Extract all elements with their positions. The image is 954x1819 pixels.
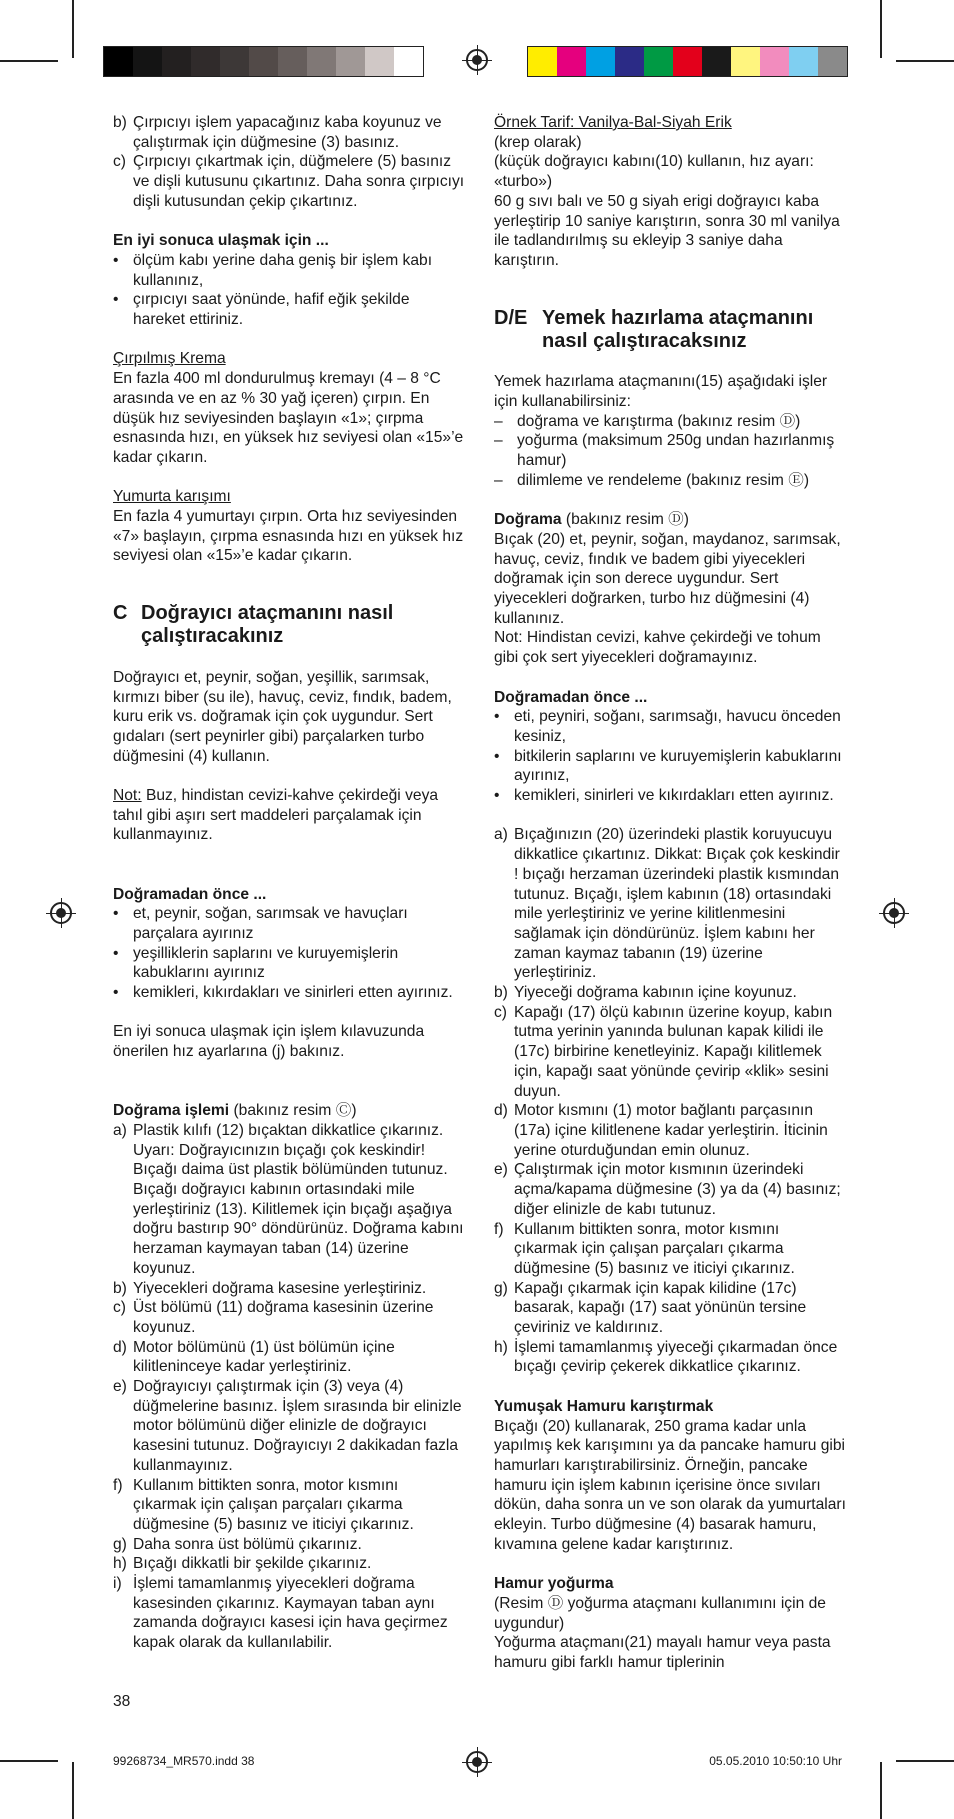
list-item-text: yoğurma (maksimum 250g undan hazırlanmış hamur) bbox=[517, 432, 835, 470]
recipe-text: 60 g sıvı balı ve 50 g siyah erigi doğrayıcı kaba yerleştirip 10 saniye karıştırın, sonra 30 ml vanilya ile tadlandırılmış su ekleyip 3 saniye daha karıştırın. bbox=[494, 192, 840, 269]
list-item bbox=[113, 1554, 465, 1574]
right-column bbox=[494, 113, 846, 1673]
color-swatch bbox=[191, 47, 220, 76]
list-item-text: Daha sonra üst bölümü çıkarınız. bbox=[133, 1535, 362, 1553]
crop-mark bbox=[72, 1762, 74, 1819]
list-marker: f) bbox=[113, 1476, 123, 1494]
list-item-text: Motor bölümünü (1) üst bölümün içine kilitleninceye kadar yerleştiriniz. bbox=[133, 1338, 395, 1376]
list-marker: c) bbox=[113, 153, 126, 171]
chopping-heading-line bbox=[494, 510, 846, 530]
registration-mark-icon bbox=[50, 902, 72, 924]
crop-mark bbox=[896, 60, 954, 62]
color-swatch bbox=[644, 47, 673, 76]
list-item-text: et, peynir, soğan, sarımsak ve havuçları parçalara ayırınız bbox=[133, 905, 408, 942]
section-de-intro: Yemek hazırlama ataçmanını(15) aşağıdaki işler için kullanabilirsiniz: bbox=[494, 373, 828, 411]
chopping-note: Not: Hindistan cevizi, kahve çekirdeği ve tohum gibi çok sert yiyecekleri doğramayınız. bbox=[494, 629, 821, 667]
section-c-note bbox=[113, 786, 465, 845]
list-marker: d) bbox=[113, 1338, 127, 1356]
list-item-text: Kapağı çıkarmak için kapak kilidine (17c) basarak, kapağı (17) saat yönünün tersine çeviriniz ve kaldırınız. bbox=[514, 1279, 807, 1337]
list-item bbox=[113, 251, 465, 290]
color-swatch bbox=[220, 47, 249, 76]
list-marker: b) bbox=[113, 1279, 127, 1297]
list-item bbox=[113, 1298, 465, 1337]
list-marker: • bbox=[113, 984, 119, 1002]
kneading-heading: Hamur yoğurma bbox=[494, 1575, 614, 1593]
list-item bbox=[113, 1535, 465, 1555]
list-marker: f) bbox=[494, 1220, 504, 1238]
list-marker: • bbox=[494, 708, 500, 726]
crop-mark bbox=[880, 0, 882, 58]
process-heading-line bbox=[113, 1101, 465, 1121]
section-c-intro: Doğrayıcı et, peynir, soğan, yeşillik, sarımsak, kırmızı biber (su ile), havuç, ceviz, fındık, badem, kuru erik vs. doğramak için çok uygundur. Sert gıdaları (sert peynirler gibi) parçalarken turbo düğmesini (4) kullanın. bbox=[113, 668, 452, 765]
registration-mark-icon bbox=[466, 1751, 488, 1773]
list-item-text: Yiyecekleri doğrama kasesine yerleştiriniz. bbox=[133, 1279, 427, 1297]
list-item bbox=[494, 786, 846, 806]
list-marker: e) bbox=[494, 1161, 508, 1179]
list-marker: g) bbox=[113, 1535, 127, 1553]
list-item bbox=[494, 1220, 846, 1279]
list-item-text: çırpıcıyı saat yönünde, hafif eğik şekilde hareket ettiriniz. bbox=[133, 291, 410, 329]
color-swatch bbox=[104, 47, 133, 76]
color-swatch bbox=[336, 47, 365, 76]
process-color-bar bbox=[527, 46, 848, 77]
cream-heading: Çırpılmış Krema bbox=[113, 350, 226, 368]
list-item bbox=[494, 431, 846, 470]
recipe-settings: (küçük doğrayıcı kabını(10) kullanın, hız ayarı: «turbo») bbox=[494, 153, 814, 191]
soft-dough-text: Bıçağı (20) kullanarak, 250 grama kadar unla yapılmış kek karışımını ya da pancake hamuru gibi hamurları karıştırabilirsiniz. Örneğin, pancake hamuru için işlem kabının içerisine önce sıvıları dökün, daha sonra un ve son olarak da yumurtaları ekleyin. Turbo düğmesine (4) basarak hamuru, kıvamına gelene kadar karıştırınız. bbox=[494, 1417, 846, 1553]
color-swatch bbox=[249, 47, 278, 76]
color-swatch bbox=[615, 47, 644, 76]
color-swatch bbox=[818, 47, 847, 76]
list-marker: c) bbox=[494, 1003, 507, 1021]
list-item-text: dilimleme ve rendeleme (bakınız resim Ⓔ) bbox=[517, 471, 810, 489]
list-item-text: Çırpıcıyı işlem yapacağınız kaba koyunuz ve çalıştırmak için düğmesine (3) basınız. bbox=[133, 114, 442, 151]
kneading-subtitle: (Resim Ⓓ yoğurma ataçmanı kullanımını için de uygundur) bbox=[494, 1594, 826, 1632]
section-de-number: D/E bbox=[494, 306, 528, 329]
kneading-text: Yoğurma ataçmanı(21) mayalı hamur veya pasta hamuru gibi farklı hamur tiplerinin bbox=[494, 1634, 831, 1671]
list-marker: c) bbox=[113, 1299, 126, 1317]
list-item-text: kemikleri, sinirleri ve kıkırdakları etten ayırınız. bbox=[514, 787, 834, 805]
color-swatch bbox=[789, 47, 818, 76]
list-item bbox=[494, 1101, 846, 1160]
list-item bbox=[113, 944, 465, 983]
list-item-text: Çalıştırmak için motor kısmının üzerindeki açma/kapama düğmesine (3) ya da (4) basınız; diğer elinizle de kabı tutunuz. bbox=[514, 1161, 841, 1218]
process-steps bbox=[113, 1121, 465, 1653]
list-item-text: Motor kısmını (1) motor bağlantı parçasının (17a) içine kilitlenene kadar yerleştirin. İticinin yerine oturduğundan emin olunuz. bbox=[514, 1102, 828, 1159]
color-swatch bbox=[731, 47, 760, 76]
color-swatch bbox=[528, 47, 557, 76]
list-item bbox=[113, 152, 465, 211]
list-item-text: İşlemi tamamlanmış yiyecekleri doğrama kasesinden çıkarınız. Kaymayan taban aynı zamanda doğrayıcı kasesi için hava geçirmez kapak olarak da kullanılabilir. bbox=[133, 1575, 448, 1652]
list-item-text: doğrama ve karıştırma (bakınız resim Ⓓ) bbox=[517, 412, 801, 430]
list-item-text: Kullanım bittikten sonra, motor kısmını çıkarmak için çalışan parçaları çıkarma düğmesine (5) basınız ve iticiyi çıkarınız. bbox=[133, 1476, 414, 1533]
section-de-title: Yemek hazırlama ataçmanını nasıl çalıştıracaksınız bbox=[542, 306, 814, 352]
list-item bbox=[494, 983, 846, 1003]
before-chopping-heading: Doğramadan önce ... bbox=[113, 885, 267, 903]
section-c-number: C bbox=[113, 602, 128, 625]
process-heading: Doğrama işlemi bbox=[113, 1102, 230, 1120]
list-marker: e) bbox=[113, 1378, 127, 1396]
crop-mark bbox=[0, 60, 58, 62]
list-item-text: Doğrayıcıyı çalıştırmak için (3) veya (4) düğmelerine basınız. İşlem sırasında bir elinizle motor bölümünü diğer elinizle de doğrayıcı kasesini tutunuz. Doğrayıcıyı 2 dakikadan fazla kullanmayınız. bbox=[133, 1378, 462, 1474]
intro-steps bbox=[113, 113, 465, 212]
list-marker: • bbox=[113, 905, 119, 923]
list-item bbox=[494, 825, 846, 983]
color-swatch bbox=[365, 47, 394, 76]
crop-mark bbox=[72, 0, 74, 58]
list-marker: h) bbox=[494, 1338, 508, 1356]
chopping-heading: Doğrama bbox=[494, 511, 562, 529]
list-marker: g) bbox=[494, 1279, 508, 1297]
list-item-text: kemikleri, kıkırdakları ve sinirleri etten ayırınız. bbox=[133, 984, 453, 1002]
list-item bbox=[113, 1476, 465, 1535]
process-ref: (bakınız resim Ⓒ) bbox=[229, 1102, 357, 1120]
color-swatch bbox=[394, 47, 423, 76]
list-item bbox=[113, 1121, 465, 1279]
list-marker: • bbox=[494, 787, 500, 805]
before-chopping-list bbox=[113, 904, 465, 1003]
soft-dough-heading: Yumuşak Hamuru karıştırmak bbox=[494, 1397, 714, 1415]
list-item bbox=[113, 1574, 465, 1653]
color-swatch bbox=[702, 47, 731, 76]
footer-file-info: 99268734_MR570.indd 38 bbox=[113, 1754, 255, 1768]
list-marker: – bbox=[494, 412, 503, 430]
list-item-text: İşlemi tamamlanmış yiyeceği çıkarmadan önce bıçağı çevirip çekerek dikkatlice çıkarınız. bbox=[514, 1338, 838, 1376]
list-item bbox=[113, 1338, 465, 1377]
list-item bbox=[494, 412, 846, 432]
list-item bbox=[113, 904, 465, 943]
list-marker: a) bbox=[113, 1121, 127, 1139]
chopping-ref: (bakınız resim Ⓓ) bbox=[561, 511, 689, 529]
best-result-list bbox=[113, 251, 465, 330]
page-number: 38 bbox=[113, 1693, 131, 1710]
list-item-text: Bıçağınızın (20) üzerindeki plastik koruyucuyu dikkatlice çıkartınız. Dikkat: Bıçak çok keskindir ! bıçağı herzaman üzerindeki plastik kısmından tutunuz. Bıçağı, işlem kabının (18) ortasındaki mile yerleştiriniz ve yerine kilitlenmesini sağlamak için döndürünüz. İşlem kabını her zaman kaymaz tabanın (19) üzerine yerleştiriniz. bbox=[514, 826, 840, 982]
list-item-text: eti, peyniri, soğanı, sarımsağı, havucu önceden kesiniz, bbox=[514, 708, 841, 745]
list-marker: b) bbox=[113, 114, 127, 131]
crop-mark bbox=[896, 1760, 954, 1762]
color-swatch bbox=[673, 47, 702, 76]
crop-mark bbox=[880, 1762, 882, 1819]
list-item bbox=[113, 983, 465, 1003]
eggs-heading: Yumurta karışımı bbox=[113, 488, 231, 506]
list-marker: • bbox=[113, 251, 119, 269]
section-c-title: Doğrayıcı ataçmanını nasıl çalıştıracakınız bbox=[141, 602, 394, 648]
recipe-subtitle: (krep olarak) bbox=[494, 133, 582, 151]
list-marker: • bbox=[113, 291, 119, 309]
color-swatch bbox=[133, 47, 162, 76]
footer-timestamp: 05.05.2010 10:50:10 Uhr bbox=[709, 1754, 842, 1768]
list-item bbox=[494, 1003, 846, 1102]
grayscale-color-bar bbox=[103, 46, 424, 77]
cream-text: En fazla 400 ml dondurulmuş kremayı (4 – 8 °C arasında ve en az % 30 yağ içeren) çırpın. En düşük hız seviyesinden başlayın «1»; çırpma esnasında hızı, en yüksek hız seviyesi olan «15»’e kadar çıkarın. bbox=[113, 370, 464, 466]
note-text: Buz, hindistan cevizi-kahve çekirdeği veya tahıl gibi aşırı sert maddeleri parçalamak için kullanmayınız. bbox=[113, 787, 439, 844]
chopping-text: Bıçak (20) et, peynir, soğan, maydanoz, sarımsak, havuç, ceviz, fındık ve badem gibi yiyecekleri doğramak için son derece uygundur. Sert yiyecekleri doğrarken, turbo hız düğmesini (4) kullanınız. bbox=[494, 530, 841, 627]
list-item bbox=[494, 707, 846, 746]
list-item-text: Plastik kılıfı (12) bıçaktan dikkatlice çıkarınız. Uyarı: Doğrayıcınızın bıçağı çok keskindir! Bıçağı daima üst plastik bölümünden tutunuz. Bıçağı doğrayıcı kabının ortasındaki mile yerleştiriniz (13). Kilitlemek için bıçağı aşağıya doğru bastırıp 90° döndürünüz. Doğrama kabını herzaman kaymayan taban (14) üzerine koyunuz. bbox=[133, 1121, 464, 1277]
uses-list bbox=[494, 412, 846, 491]
color-swatch bbox=[760, 47, 789, 76]
list-item bbox=[113, 1279, 465, 1299]
list-item bbox=[113, 1377, 465, 1476]
color-swatch bbox=[307, 47, 336, 76]
list-item bbox=[113, 113, 465, 152]
list-marker: – bbox=[494, 432, 503, 450]
list-item bbox=[494, 1279, 846, 1338]
list-item bbox=[494, 1338, 846, 1377]
eggs-text: En fazla 4 yumurtayı çırpın. Orta hız seviyesinden «7» başlayın, çırpma esnasında hızı en yüksek hız seviyesi olan «15»’e kadar çıkarın. bbox=[113, 508, 464, 565]
crop-mark bbox=[0, 1760, 58, 1762]
list-item-text: Bıçağı dikkatli bir şekilde çıkarınız. bbox=[133, 1555, 372, 1573]
left-column bbox=[113, 113, 465, 1653]
list-item-text: yeşilliklerin saplarını ve kuruyemişlerin kabuklarını ayırınız bbox=[133, 944, 399, 982]
list-marker: a) bbox=[494, 826, 508, 844]
list-item-text: Kullanım bittikten sonra, motor kısmını çıkarmak için çalışan parçaları çıkarma düğmesine (5) basınız ve iticiyi çıkarınız. bbox=[514, 1220, 795, 1277]
list-item-text: Kapağı (17) ölçü kabının üzerine koyup, kabın tutma yerinin yanında bulunan kapak kilidi ile (17c) birbirine kenetleyiniz. Kapağı kilitlemek için, kapağı saat yönünde çevirip «klik» sesini duyun. bbox=[514, 1003, 833, 1100]
color-swatch bbox=[557, 47, 586, 76]
section-c-heading bbox=[113, 602, 465, 648]
registration-mark-icon bbox=[883, 902, 905, 924]
recipe-heading: Örnek Tarif: Vanilya-Bal-Siyah Erik bbox=[494, 114, 732, 131]
before-chopping-list-de bbox=[494, 707, 846, 806]
list-item-text: Çırpıcıyı çıkartmak için, düğmelere (5) basınız ve dişli kutusunu çıkartınız. Daha sonra çırpıcıyı dişli kutusundan çekip çıkartınız. bbox=[133, 153, 465, 210]
guide-text: En iyi sonuca ulaşmak için işlem kılavuzunda önerilen hız ayarlarına (j) bakınız. bbox=[113, 1023, 425, 1061]
list-item-text: ölçüm kabı yerine daha geniş bir işlem kabı kullanınız, bbox=[133, 251, 433, 289]
color-swatch bbox=[162, 47, 191, 76]
color-swatch bbox=[586, 47, 615, 76]
list-marker: h) bbox=[113, 1555, 127, 1573]
color-swatch bbox=[278, 47, 307, 76]
note-label: Not: bbox=[113, 787, 142, 805]
list-marker: • bbox=[113, 944, 119, 962]
list-marker: d) bbox=[494, 1102, 508, 1120]
list-marker: b) bbox=[494, 984, 508, 1002]
list-marker: • bbox=[494, 747, 500, 765]
best-result-heading: En iyi sonuca ulaşmak için ... bbox=[113, 232, 329, 250]
list-item bbox=[494, 747, 846, 786]
registration-mark-icon bbox=[466, 49, 488, 71]
list-marker: i) bbox=[113, 1575, 122, 1593]
list-item-text: bitkilerin saplarını ve kuruyemişlerin kabuklarını ayırınız, bbox=[514, 747, 842, 785]
list-marker: – bbox=[494, 471, 503, 489]
list-item bbox=[494, 1160, 846, 1219]
list-item bbox=[113, 290, 465, 329]
list-item-text: Üst bölümü (11) doğrama kasesinin üzerine koyunuz. bbox=[133, 1299, 434, 1336]
list-item-text: Yiyeceği doğrama kabının içine koyunuz. bbox=[514, 984, 797, 1002]
before-chopping-heading-de: Doğramadan önce ... bbox=[494, 688, 648, 706]
section-de-heading bbox=[494, 307, 846, 353]
list-item bbox=[494, 471, 846, 491]
chopping-steps bbox=[494, 825, 846, 1377]
